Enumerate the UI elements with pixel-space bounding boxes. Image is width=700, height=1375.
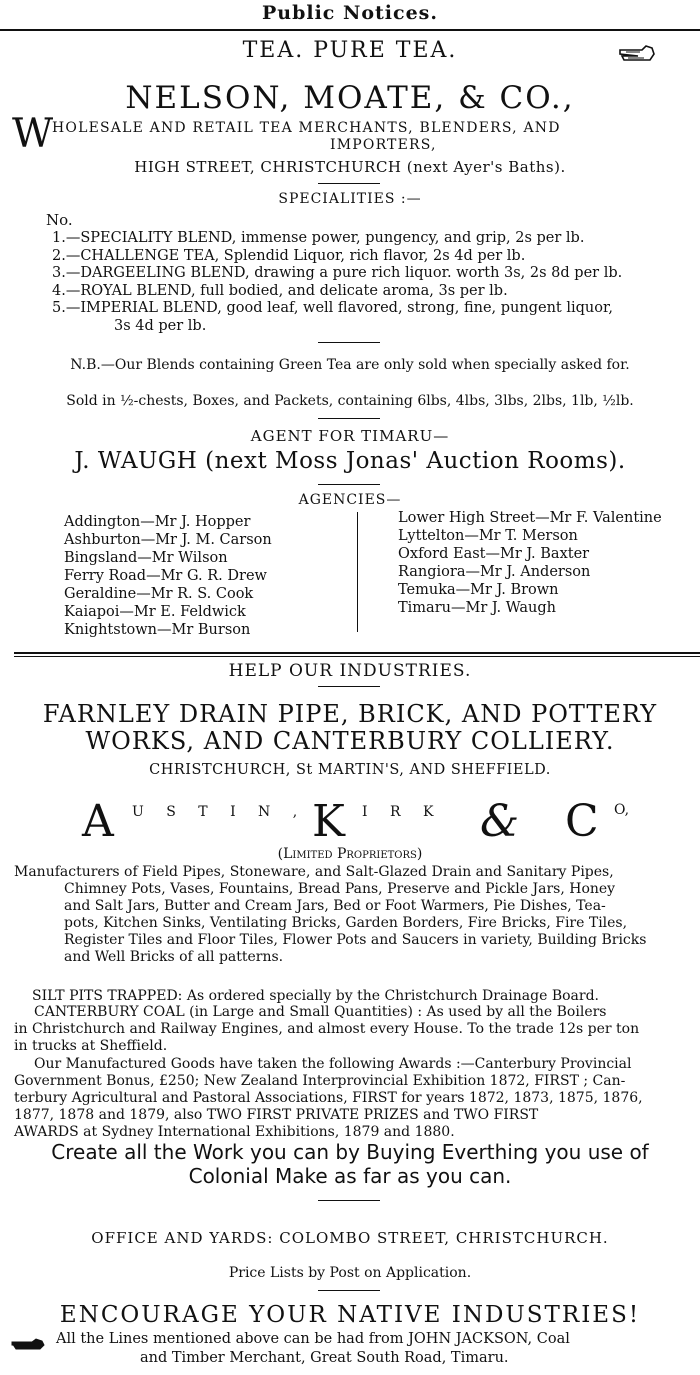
header-rule (0, 29, 700, 31)
encourage-headline: ENCOURAGE YOUR NATIVE INDUSTRIES! (59, 1302, 641, 1328)
tea-sold-in: Sold in ½-chests, Boxes, and Packets, containing 6lbs, 4lbs, 3lbs, 2lbs, 1lb, ½lb. (66, 393, 634, 409)
agency-item: Ferry Road—Mr G. R. Drew (64, 568, 267, 584)
coal-paragraph (14, 1004, 694, 1055)
awards-line: Government Bonus, £250; New Zealand Interprovincial Exhibition 1872, FIRST ; Can- (14, 1073, 626, 1089)
silt-pits-notice: SILT PITS TRAPPED: As ordered specially by the Christchurch Drainage Board. (32, 988, 599, 1004)
agency-item: Knightstown—Mr Burson (64, 622, 251, 638)
price-lists: Price Lists by Post on Application. (228, 1265, 472, 1281)
short-rule (318, 484, 380, 485)
tea-firm-name: NELSON, MOATE, & CO., (125, 80, 575, 116)
firm-ampersand: & (480, 796, 520, 847)
create-line1: Create all the Work you can by Buying Everthing you use of (51, 1140, 649, 1164)
firm-letter-k: K (312, 796, 345, 847)
pointing-hand-icon (618, 42, 658, 68)
tea-address: HIGH STREET, CHRISTCHURCH (next Ayer's Baths). (134, 158, 566, 176)
brick-locations: CHRISTCHURCH, St MARTIN'S, AND SHEFFIELD. (149, 762, 551, 778)
office-yards: OFFICE AND YARDS: COLOMBO STREET, CHRISTCHURCH. (91, 1229, 609, 1247)
blend-item: 3s 4d per lb. (114, 317, 207, 334)
pointing-hand-small-icon (10, 1336, 50, 1356)
brick-headline: HELP OUR INDUSTRIES. (228, 661, 472, 681)
no-label: No. (46, 211, 73, 229)
ad-divider-thin (14, 656, 700, 657)
manufacturers-line: and Well Bricks of all patterns. (64, 949, 284, 965)
agencies-left (64, 513, 272, 639)
firm-irk: I R K (362, 804, 443, 820)
agency-item: Kaiapoi—Mr E. Feldwick (64, 604, 246, 620)
short-rule (318, 342, 380, 343)
jackson-line2: and Timber Merchant, Great South Road, Timaru. (140, 1350, 509, 1366)
section-title: Public Notices. (261, 2, 438, 24)
short-rule (318, 686, 380, 687)
column-divider (357, 512, 358, 632)
tea-nb: N.B.—Our Blends containing Green Tea are only sold when specially asked for. (70, 357, 630, 373)
agency-item: Rangiora—Mr J. Anderson (398, 564, 591, 580)
blend-item: 5.—IMPERIAL BLEND, good leaf, well flavored, strong, fine, pungent liquor, (52, 300, 613, 316)
manufacturers-paragraph (14, 864, 694, 966)
agent-heading: AGENT FOR TIMARU— (250, 427, 450, 445)
awards-line: terbury Agricultural and Pastoral Associations, FIRST for years 1872, 1873, 1875, 1876, (14, 1090, 643, 1106)
awards-paragraph (14, 1056, 694, 1141)
firm-ustin: U S T I N , (132, 804, 307, 820)
awards-line: AWARDS at Sydney International Exhibitions, 1879 and 1880. (14, 1124, 455, 1140)
create-line2: Colonial Make as far as you can. (188, 1164, 512, 1188)
agencies-heading: AGENCIES— (298, 492, 402, 508)
agency-item: Bingsland—Mr Wilson (64, 550, 228, 566)
specialities-heading: SPECIALITIES :— (278, 191, 422, 207)
blend-item: 1.—SPECIALITY BLEND, immense power, pungency, and grip, 2s per lb. (52, 230, 585, 246)
agency-item: Lower High Street—Mr F. Valentine (398, 510, 662, 526)
manufacturers-line: pots, Kitchen Sinks, Ventilating Bricks, Garden Borders, Fire Bricks, Fire Tiles, (64, 915, 628, 931)
proprietors: (Limited Proprietors) (277, 846, 423, 862)
firm-letter-c: C (565, 796, 599, 847)
short-rule (318, 418, 380, 419)
agency-item: Ashburton—Mr J. M. Carson (64, 532, 272, 548)
short-rule (318, 1290, 380, 1291)
tea-description-line2: IMPORTERS, (330, 137, 437, 153)
manufacturers-line: Manufacturers of Field Pipes, Stoneware, and Salt-Glazed Drain and Sanitary Pipes, (14, 864, 614, 880)
tea-description-line1: HOLESALE AND RETAIL TEA MERCHANTS, BLENDERS, AND (52, 120, 561, 136)
awards-line: Our Manufactured Goods have taken the following Awards :—Canterbury Provincial (34, 1056, 632, 1072)
manufacturers-line: Chimney Pots, Vases, Fountains, Bread Pans, Preserve and Pickle Jars, Honey (64, 881, 616, 897)
agent-name: J. WAUGH (next Moss Jonas' Auction Rooms). (74, 448, 626, 474)
brick-title-line2: WORKS, AND CANTERBURY COLLIERY. (85, 727, 615, 755)
awards-line: 1877, 1878 and 1879, also TWO FIRST PRIVATE PRIZES and TWO FIRST (14, 1107, 539, 1123)
brick-title-line1: FARNLEY DRAIN PIPE, BRICK, AND POTTERY (42, 700, 658, 728)
coal-line: in trucks at Sheffield. (14, 1038, 168, 1054)
agency-item: Timaru—Mr J. Waugh (398, 600, 557, 616)
blend-item: 4.—ROYAL BLEND, full bodied, and delicate aroma, 3s per lb. (52, 282, 508, 299)
ad-divider (14, 652, 700, 654)
jackson-line1: All the Lines mentioned above can be had from JOHN JACKSON, Coal (56, 1331, 570, 1347)
coal-line: CANTERBURY COAL (in Large and Small Quantities) : As used by all the Boilers (34, 1004, 607, 1020)
coal-line: in Christchurch and Railway Engines, and almost every House. To the trade 12s per ton (14, 1021, 640, 1037)
manufacturers-line: and Salt Jars, Butter and Cream Jars, Bed or Foot Warmers, Pie Dishes, Tea- (64, 898, 606, 914)
firm-o: O, (614, 802, 630, 818)
blend-item: 3.—DARGEELING BLEND, drawing a pure rich liquor. worth 3s, 2s 8d per lb. (52, 265, 623, 281)
tea-headline: TEA. PURE TEA. (242, 38, 458, 63)
short-rule (318, 183, 380, 184)
firm-letter-a: A (82, 796, 114, 847)
manufacturers-line: Register Tiles and Floor Tiles, Flower Pots and Saucers in variety, Building Bricks (64, 932, 647, 948)
short-rule (318, 1200, 380, 1201)
tea-dropcap: W (12, 111, 54, 157)
agency-item: Addington—Mr J. Hopper (64, 514, 251, 530)
agency-item: Geraldine—Mr R. S. Cook (64, 586, 254, 602)
agencies-right (398, 509, 662, 617)
agency-item: Oxford East—Mr J. Baxter (398, 546, 590, 562)
agency-item: Temuka—Mr J. Brown (398, 582, 559, 598)
blend-list (52, 230, 622, 335)
agency-item: Lyttelton—Mr T. Merson (398, 528, 578, 544)
blend-item: 2.—CHALLENGE TEA, Splendid Liquor, rich flavor, 2s 4d per lb. (52, 247, 526, 264)
